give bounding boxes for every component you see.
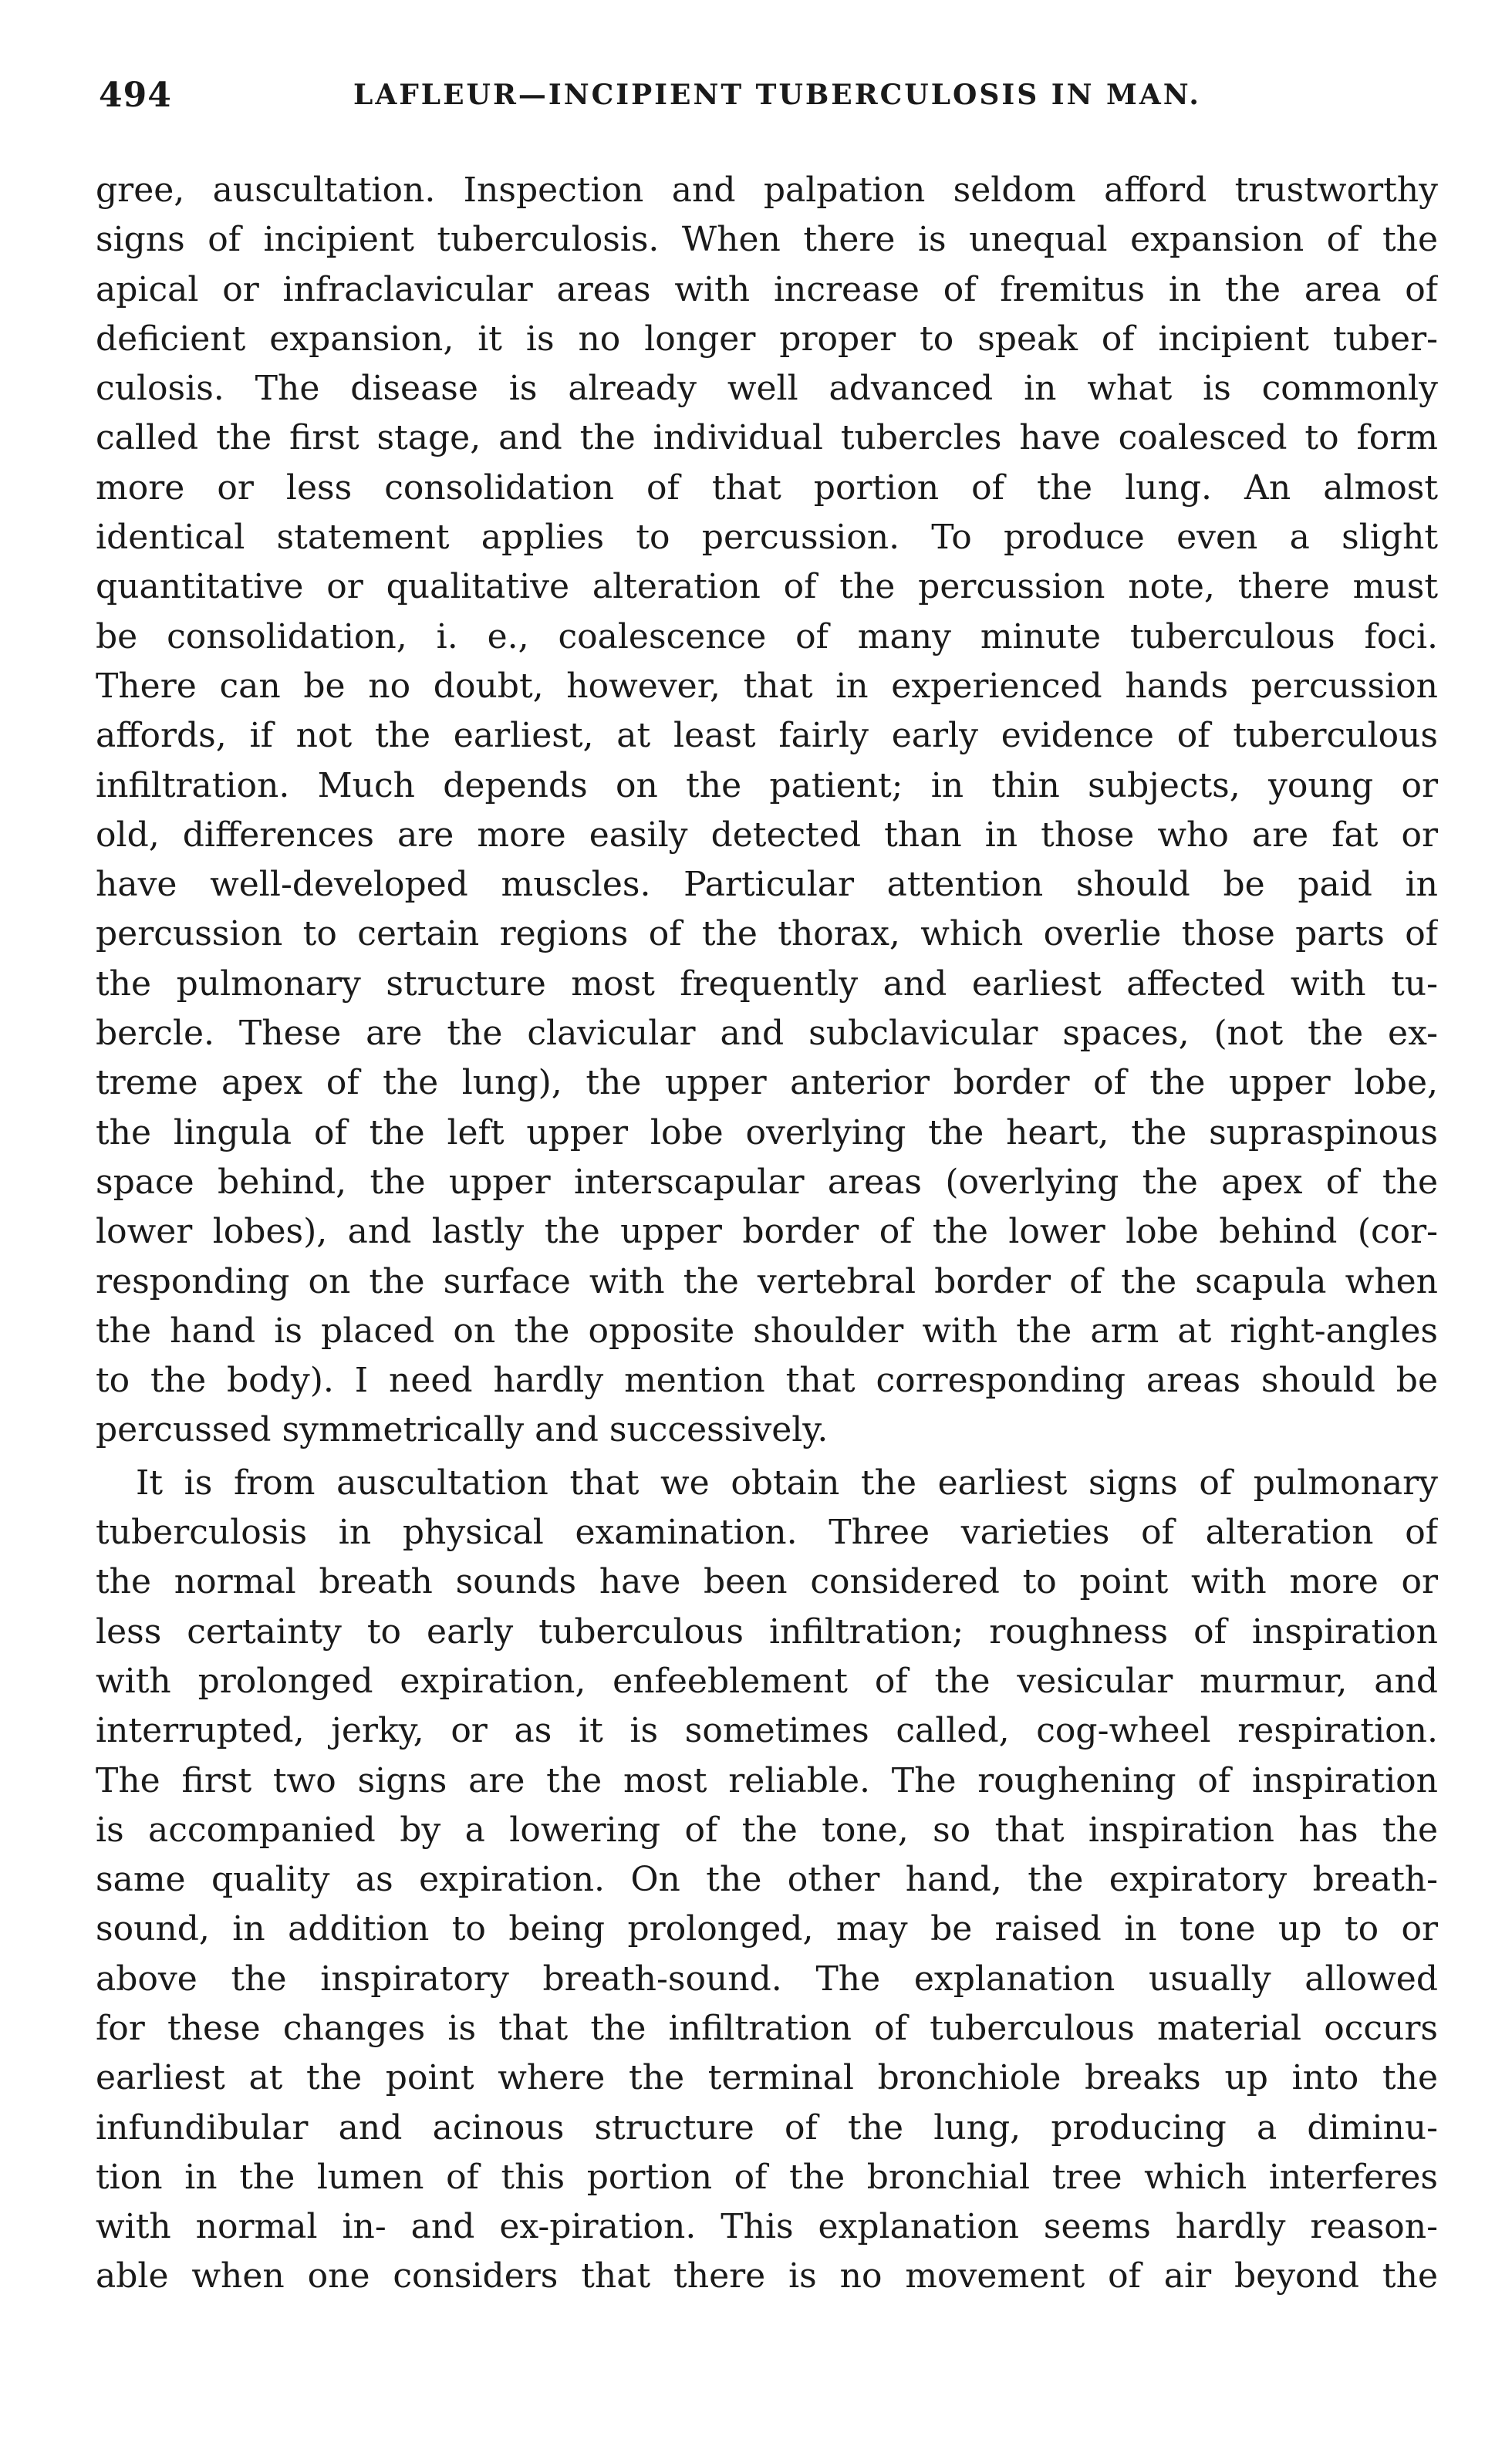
paragraph-2 (96, 1459, 1438, 2302)
text-line: apical or infraclavicular areas with increase of fremitus in the area of (96, 269, 1438, 309)
body-text (96, 166, 1438, 2302)
running-head (99, 76, 1441, 122)
text-line: deficient expansion, it is no longer proper to speak of incipient tuber- (96, 319, 1438, 359)
text-line: with prolonged expiration, enfeeblement of the vesicular murmur, and (96, 1661, 1438, 1701)
text-line: interrupted, jerky, or as it is sometimes called, cog-wheel respiration. (96, 1711, 1438, 1751)
text-line: have well-developed muscles. Particular attention should be paid in (96, 865, 1438, 905)
text-line: infiltration. Much depends on the patient; in thin subjects, young or (96, 765, 1438, 805)
text-line: The first two signs are the most reliable. The roughening of inspiration (96, 1760, 1438, 1800)
running-title: LAFLEUR—INCIPIENT TUBERCULOSIS IN MAN. (353, 79, 1201, 111)
text-line: infundibular and acinous structure of the lung, producing a diminu- (96, 2107, 1438, 2148)
text-line: old, differences are more easily detected than in those who are fat or (96, 815, 1438, 855)
text-line: culosis. The disease is already well advanced in what is commonly (96, 369, 1438, 409)
text-line: the lingula of the left upper lobe overlying the heart, the supraspinous (96, 1112, 1438, 1152)
text-line: less certainty to early tuberculous infiltration; roughness of inspiration (96, 1611, 1438, 1652)
text-line: sound, in addition to being prolonged, may be raised in tone up to or (96, 1909, 1438, 1949)
text-line: treme apex of the lung), the upper anterior border of the upper lobe, (96, 1063, 1438, 1103)
text-line: percussion to certain regions of the thorax, which overlie those parts of (96, 914, 1438, 954)
text-line: called the first stage, and the individual tubercles have coalesced to form (96, 418, 1438, 458)
text-line: earliest at the point where the terminal bronchiole breaks up into the (96, 2058, 1438, 2098)
text-line: It is from auscultation that we obtain the earliest signs of pulmonary (136, 1463, 1438, 1503)
paragraph-1 (96, 166, 1438, 1456)
text-line: bercle. These are the clavicular and subclavicular spaces, (not the ex- (96, 1014, 1438, 1054)
text-line: for these changes is that the infiltration of tuberculous material occurs (96, 2008, 1438, 2048)
text-line: signs of incipient tuberculosis. When there is unequal expansion of the (96, 220, 1438, 260)
text-line: There can be no doubt, however, that in experienced hands percussion (96, 666, 1438, 706)
text-line: same quality as expiration. On the other hand, the expiratory breath- (96, 1860, 1438, 1900)
text-line: percussed symmetrically and successively. (96, 1410, 829, 1450)
text-line: more or less consolidation of that portion of the lung. An almost (96, 467, 1438, 508)
text-line: responding on the surface with the vertebral border of the scapula when (96, 1261, 1438, 1301)
text-line: able when one considers that there is no movement of air beyond the (96, 2256, 1438, 2296)
text-line: is accompanied by a lowering of the tone, so that inspiration has the (96, 1810, 1438, 1850)
text-line: tuberculosis in physical examination. Three varieties of alteration of (96, 1513, 1438, 1553)
text-line: above the inspiratory breath-sound. The explanation usually allowed (96, 1959, 1438, 1999)
text-line: affords, if not the earliest, at least fairly early evidence of tuberculous (96, 716, 1438, 756)
text-line: space behind, the upper interscapular areas (overlying the apex of the (96, 1162, 1438, 1202)
text-line: gree, auscultation. Inspection and palpation seldom afford trustworthy (96, 170, 1438, 210)
text-line: be consolidation, i. e., coalescence of many minute tuberculous foci. (96, 616, 1438, 656)
text-line: tion in the lumen of this portion of the bronchial tree which interferes (96, 2157, 1438, 2197)
text-line: quantitative or qualitative alteration of the percussion note, there must (96, 567, 1438, 607)
text-line: the pulmonary structure most frequently and earliest affected with tu- (96, 963, 1438, 1004)
text-line: the normal breath sounds have been considered to point with more or (96, 1562, 1438, 1602)
page-number: 494 (99, 76, 172, 115)
text-line: identical statement applies to percussion. To produce even a slight (96, 518, 1438, 558)
text-line: lower lobes), and lastly the upper border of the lower lobe behind (cor- (96, 1212, 1438, 1252)
text-line: to the body). I need hardly mention that corresponding areas should be (96, 1361, 1438, 1401)
text-line: the hand is placed on the opposite shoulder with the arm at right-angles (96, 1311, 1438, 1351)
text-line: with normal in- and ex-piration. This explanation seems hardly reason- (96, 2207, 1438, 2247)
